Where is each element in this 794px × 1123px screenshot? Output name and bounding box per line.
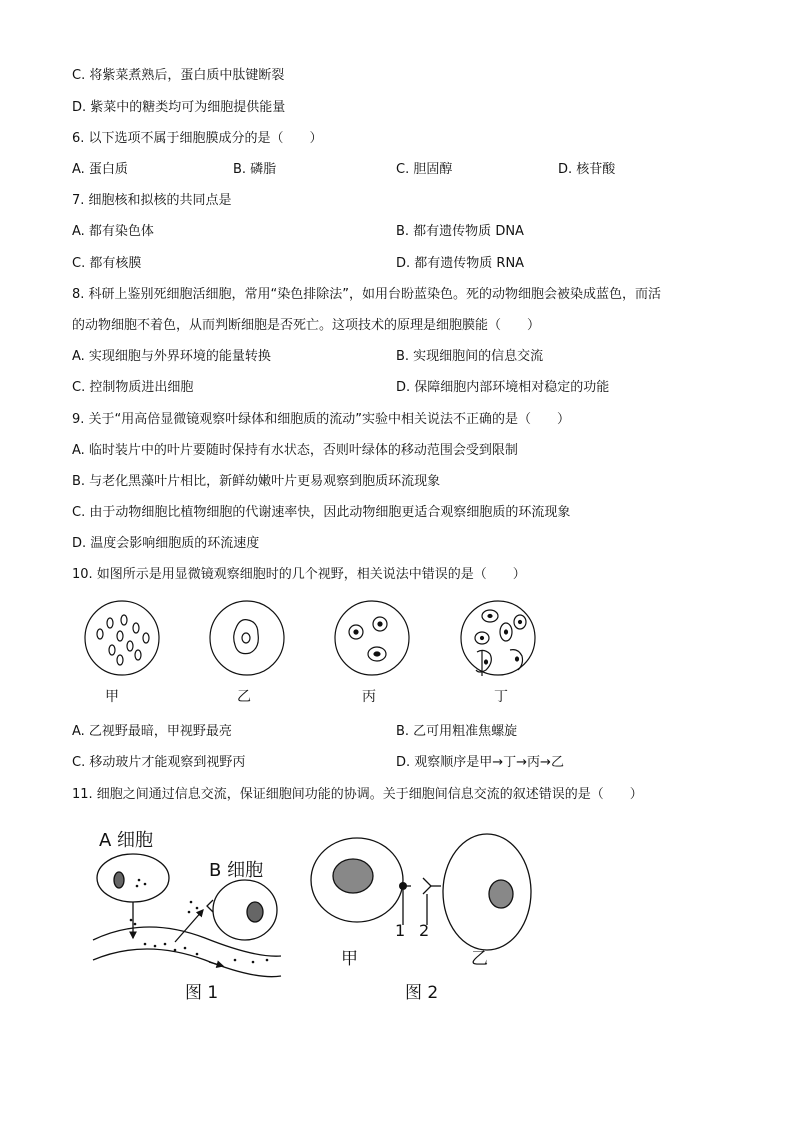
- signal-dot: [399, 882, 407, 890]
- q8-option-c: C. 控制物质进出细胞: [72, 380, 194, 395]
- q6-option-d: D. 核苷酸: [558, 162, 616, 177]
- cell-a-label: A 细胞: [99, 830, 154, 851]
- q7-option-c: C. 都有核膜: [72, 256, 142, 271]
- q8-option-b: B. 实现细胞间的信息交流: [396, 349, 544, 364]
- cell-b-label: B 细胞: [209, 860, 264, 881]
- q10-option-d: D. 观察顺序是甲→丁→丙→乙: [396, 755, 564, 770]
- field-label-jia: 甲: [105, 689, 119, 705]
- cell-yi-label: 乙: [471, 949, 488, 969]
- figure-1-caption: 图 1: [185, 983, 219, 1003]
- q6-options: [72, 161, 752, 179]
- question-10: 10. 如图所示是用显微镜观察细胞时的几个视野，相关说法中错误的是（ ）: [72, 567, 526, 582]
- field-yi: [210, 601, 284, 675]
- question-8-line2: 的动物细胞不着色，从而判断细胞是否死亡。这项技术的原理是细胞膜能（ ）: [72, 318, 541, 333]
- q7-option-b: B. 都有遗传物质 DNA: [396, 224, 524, 239]
- field-jia: [85, 601, 159, 675]
- option-d-prev: D. 紫菜中的糖类均可为细胞提供能量: [72, 100, 286, 115]
- q9-option-c: C. 由于动物细胞比植物细胞的代谢速率快，因此动物细胞更适合观察细胞质的环流现象: [72, 505, 571, 520]
- q8-options-row2: [72, 379, 752, 397]
- question-11: 11. 细胞之间通过信息交流，保证细胞间功能的协调。关于细胞间信息交流的叙述错误的是（ ）: [72, 787, 643, 802]
- q7-options-row2: [72, 255, 752, 273]
- question-7: 7. 细胞核和拟核的共同点是: [72, 193, 232, 208]
- q10-option-a: A. 乙视野最暗，甲视野最亮: [72, 724, 232, 739]
- q7-options-row1: [72, 223, 752, 241]
- cell-b: [213, 880, 277, 940]
- q10-option-c: C. 移动玻片才能观察到视野丙: [72, 755, 246, 770]
- q7-option-d: D. 都有遗传物质 RNA: [396, 256, 525, 271]
- field-ding: [461, 601, 535, 676]
- option-c-prev: C. 将紫菜煮熟后，蛋白质中肽键断裂: [72, 68, 285, 83]
- q9-option-d: D. 温度会影响细胞质的环流速度: [72, 536, 260, 551]
- field-label-bing: 丙: [362, 689, 376, 705]
- q6-option-a: A. 蛋白质: [72, 162, 128, 177]
- marker-1: 1: [395, 921, 406, 940]
- q6-option-b: B. 磷脂: [233, 162, 277, 177]
- q10-options-row2: [72, 754, 752, 772]
- q8-options-row1: [72, 348, 752, 366]
- field-bing: [335, 601, 409, 675]
- q6-option-c: C. 胆固醇: [396, 162, 453, 177]
- microscope-fields-figure: [80, 598, 540, 713]
- question-9: 9. 关于“用高倍显微镜观察叶绿体和细胞质的流动”实验中相关说法不正确的是（ ）: [72, 412, 571, 427]
- q10-options-row1: [72, 723, 752, 741]
- marker-2: 2: [419, 921, 430, 940]
- figure-2-caption: 图 2: [405, 983, 439, 1003]
- field-label-yi: 乙: [237, 689, 251, 705]
- cell-yi: [443, 834, 531, 950]
- cell-a: [97, 854, 169, 902]
- q8-option-a: A. 实现细胞与外界环境的能量转换: [72, 349, 271, 364]
- question-8-line1: 8. 科研上鉴别死细胞活细胞，常用“染色排除法”，如用台盼蓝染色。死的动物细胞会被染成蓝色，而活: [72, 287, 662, 302]
- q8-option-d: D. 保障细胞内部环境相对稳定的功能: [396, 380, 610, 395]
- cell-communication-figure: [85, 820, 565, 1010]
- q9-option-b: B. 与老化黑藻叶片相比，新鲜幼嫩叶片更易观察到胞质环流现象: [72, 474, 441, 489]
- cell-jia-label: 甲: [341, 949, 358, 969]
- field-label-ding: 丁: [494, 689, 508, 705]
- question-6: 6. 以下选项不属于细胞膜成分的是（ ）: [72, 131, 323, 146]
- q10-option-b: B. 乙可用粗准焦螺旋: [396, 724, 518, 739]
- q7-option-a: A. 都有染色体: [72, 224, 154, 239]
- q9-option-a: A. 临时装片中的叶片要随时保持有水状态，否则叶绿体的移动范围会受到限制: [72, 443, 518, 458]
